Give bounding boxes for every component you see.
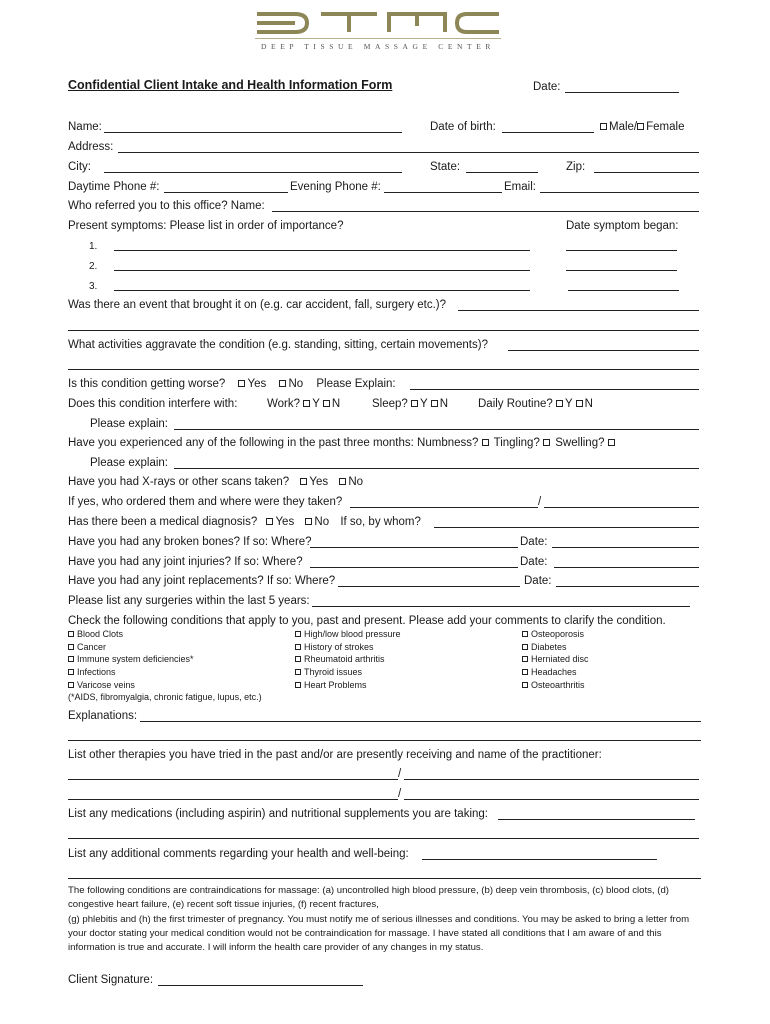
varicose-checkbox[interactable]: [68, 682, 74, 688]
past3-label: Have you experienced any of the following in the past three months: Numbness?: [68, 437, 479, 449]
date-symptom-label: Date symptom began:: [566, 220, 679, 232]
blood-pressure-checkbox[interactable]: [295, 631, 301, 637]
symptom-3-field[interactable]: [114, 290, 530, 291]
aggravate-field[interactable]: [508, 350, 699, 351]
swelling-label: Swelling?: [555, 437, 605, 449]
condition-item: Rheumatoid arthritis: [295, 654, 401, 665]
conditions-column-2: [295, 629, 401, 691]
dob-field[interactable]: [502, 132, 594, 133]
please-explain-label: Please explain:: [90, 418, 168, 430]
condition-item: Blood Clots: [68, 629, 262, 640]
referred-label: Who referred you to this office? Name:: [68, 200, 265, 212]
symptoms-label: Present symptoms: Please list in order of importance?: [68, 220, 344, 232]
heart-checkbox[interactable]: [295, 682, 301, 688]
joint-replacement-label: Have you had any joint replacements? If so: Where?: [68, 575, 336, 587]
slash: /: [398, 788, 402, 800]
slash: /: [398, 768, 402, 780]
diabetes-checkbox[interactable]: [522, 644, 528, 650]
signature-field[interactable]: [158, 985, 363, 986]
no-label: No: [314, 516, 330, 528]
zip-field[interactable]: [594, 172, 699, 173]
dob-label: Date of birth:: [430, 121, 496, 133]
symptom-1-field[interactable]: [114, 250, 530, 251]
conditions-intro: Check the following conditions that apply to you, past and present. Please add your comments to clarify the condition.: [68, 615, 666, 627]
past3-row: [68, 436, 617, 450]
condition-item: Varicose veins: [68, 680, 262, 691]
symptom-1-date-field[interactable]: [566, 250, 677, 251]
symptom-number: 2.: [89, 261, 98, 272]
condition-item: Immune system deficiencies*: [68, 654, 262, 665]
medications-field[interactable]: [498, 819, 695, 820]
zip-label: Zip:: [566, 161, 586, 173]
blood-clots-checkbox[interactable]: [68, 631, 74, 637]
yes-label: Yes: [275, 516, 295, 528]
worse-explain-field[interactable]: [410, 389, 699, 390]
female-label: Female: [646, 121, 685, 133]
aggravate-label: What activities aggravate the condition (e.g. standing, sitting, certain movements)?: [68, 339, 488, 351]
date-label: Date:: [533, 81, 561, 93]
who-ordered-label: If yes, who ordered them and where were they taken?: [68, 496, 343, 508]
daily-n-checkbox[interactable]: [576, 400, 583, 407]
surgeries-label: Please list any surgeries within the last 5 years:: [68, 595, 310, 607]
swelling-checkbox[interactable]: [608, 439, 615, 446]
worse-yes-checkbox[interactable]: [238, 380, 245, 387]
broken-date-field[interactable]: [552, 547, 699, 548]
thyroid-checkbox[interactable]: [295, 669, 301, 675]
work-n-checkbox[interactable]: [323, 400, 330, 407]
practitioner-1-field[interactable]: [404, 779, 699, 780]
sleep-option: [372, 397, 448, 411]
medications-label: List any medications (including aspirin) and nutritional supplements you are taking:: [68, 808, 488, 820]
conditions-column-1: [68, 629, 262, 703]
infections-checkbox[interactable]: [68, 669, 74, 675]
email-field[interactable]: [540, 192, 699, 193]
explanations-field[interactable]: [140, 721, 701, 722]
y-label: Y: [312, 398, 320, 410]
condition-item: Osteoporosis: [522, 629, 589, 640]
date-label: Date:: [520, 556, 548, 568]
contraindications-text: The following conditions are contraindications for massage: (a) uncontrolled high blood pressure, (b) deep vein thrombosis, (c) blood clots, (d) congestive heart failure, (e) recent soft tissue injuries, (f) recent fractures,: [68, 885, 669, 911]
notice-text: (g) phlebitis and (h) the first trimester of pregnancy. You must notify me of serious illnesses and conditions. You may be asked to bring a letter from your doctor stating your medical condition would not be contraindication for massage. I have stated all conditions that I am aware of and this information is true and accurate. I will inform the health care provider of any changes in my status.: [68, 914, 690, 954]
tingling-checkbox[interactable]: [543, 439, 550, 446]
therapy-2-field[interactable]: [68, 799, 398, 800]
please-explain-label: Please Explain:: [316, 378, 396, 390]
so-by-whom-label: If so, by whom?: [340, 516, 421, 528]
conditions-column-3: [522, 629, 589, 691]
explanations-field-line2[interactable]: [68, 740, 701, 741]
broken-label: Have you had any broken bones? If so: Where?: [68, 536, 312, 548]
worse-no-checkbox[interactable]: [279, 380, 286, 387]
please-explain-label: Please explain:: [90, 457, 168, 469]
dtmc-logo: [255, 12, 501, 34]
address-field[interactable]: [118, 152, 699, 153]
logo-rule: [255, 38, 501, 39]
joint-injury-label: Have you had any joint injuries? If so: Where?: [68, 556, 303, 568]
female-checkbox[interactable]: [637, 123, 644, 130]
strokes-checkbox[interactable]: [295, 644, 301, 650]
eve-phone-label: Evening Phone #:: [290, 181, 381, 193]
condition-item: Osteoarthritis: [522, 680, 589, 691]
broken-where-field[interactable]: [310, 547, 518, 548]
practitioner-2-field[interactable]: [404, 799, 699, 800]
joint-replacement-where-field[interactable]: [338, 586, 520, 587]
interfere-explain-field[interactable]: [174, 429, 699, 430]
n-label: N: [439, 398, 448, 410]
daily-label: Daily Routine?: [478, 398, 553, 410]
yes-label: Yes: [309, 476, 329, 488]
y-label: Y: [565, 398, 573, 410]
diagnosis-yes-checkbox[interactable]: [266, 518, 273, 525]
day-phone-field[interactable]: [164, 192, 288, 193]
osteoarthritis-checkbox[interactable]: [522, 682, 528, 688]
worse-label: Is this condition getting worse?: [68, 378, 226, 390]
gender-options: [600, 120, 684, 134]
symptom-number: 1.: [89, 241, 98, 252]
male-checkbox[interactable]: [600, 123, 607, 130]
condition-item: Headaches: [522, 667, 589, 678]
interfere-label: Does this condition interfere with:: [68, 398, 238, 410]
sleep-y-checkbox[interactable]: [411, 400, 418, 407]
xray-label: Have you had X-rays or other scans taken?: [68, 476, 290, 488]
symptom-number: 3.: [89, 281, 98, 292]
email-label: Email:: [504, 181, 536, 193]
condition-item: Thyroid issues: [295, 667, 401, 678]
daily-option: [478, 397, 593, 411]
condition-item: Herniated disc: [522, 654, 589, 665]
joint-injury-date-field[interactable]: [554, 567, 699, 568]
state-label: State:: [430, 161, 461, 173]
condition-item: History of strokes: [295, 642, 401, 653]
symptom-3-date-field[interactable]: [568, 290, 679, 291]
diagnosis-by-field[interactable]: [434, 527, 699, 528]
yes-label: Yes: [247, 378, 267, 390]
condition-item: Diabetes: [522, 642, 589, 653]
immune-checkbox[interactable]: [68, 656, 74, 662]
logo-tagline: DEEP TISSUE MASSAGE CENTER: [261, 42, 495, 51]
referred-field[interactable]: [272, 211, 699, 212]
comments-field-line2[interactable]: [68, 878, 701, 879]
herniated-disc-checkbox[interactable]: [522, 656, 528, 662]
therapies-label: List other therapies you have tried in the past and/or are presently receiving and name of the practitioner:: [68, 749, 602, 761]
name-field[interactable]: [104, 132, 402, 133]
osteoporosis-checkbox[interactable]: [522, 631, 528, 637]
xray-yes-checkbox[interactable]: [300, 478, 307, 485]
condition-item: Heart Problems: [295, 680, 401, 691]
medications-field-line2[interactable]: [68, 838, 699, 839]
surgeries-field[interactable]: [312, 606, 690, 607]
y-label: Y: [420, 398, 428, 410]
headaches-checkbox[interactable]: [522, 669, 528, 675]
signature-label: Client Signature:: [68, 974, 154, 986]
tingling-label: Tingling?: [493, 437, 540, 449]
sleep-n-checkbox[interactable]: [431, 400, 438, 407]
diagnosis-no-checkbox[interactable]: [305, 518, 312, 525]
form-title: Confidential Client Intake and Health Information Form: [68, 78, 393, 92]
eve-phone-field[interactable]: [384, 192, 502, 193]
slash: /: [538, 496, 542, 508]
past3-explain-field[interactable]: [174, 468, 699, 469]
comments-label: List any additional comments regarding your health and well-being:: [68, 848, 409, 860]
event-field-line2[interactable]: [68, 330, 699, 331]
sleep-label: Sleep?: [372, 398, 408, 410]
event-field[interactable]: [458, 310, 699, 311]
rheumatoid-checkbox[interactable]: [295, 656, 301, 662]
no-label: No: [288, 378, 304, 390]
aids-note: (*AIDS, fibromyalgia, chronic fatigue, lupus, etc.): [68, 692, 262, 703]
address-label: Address:: [68, 141, 114, 153]
symptom-2-date-field[interactable]: [566, 270, 677, 271]
diagnosis-label: Has there been a medical diagnosis?: [68, 516, 258, 528]
explanations-label: Explanations:: [68, 710, 138, 722]
state-field[interactable]: [466, 172, 538, 173]
condition-item: Infections: [68, 667, 262, 678]
xray-row: [68, 475, 363, 489]
n-label: N: [584, 398, 593, 410]
xray-no-checkbox[interactable]: [339, 478, 346, 485]
therapy-1-field[interactable]: [68, 779, 398, 780]
city-label: City:: [68, 161, 91, 173]
joint-injury-where-field[interactable]: [310, 567, 518, 568]
symptom-2-field[interactable]: [114, 270, 530, 271]
name-label: Name:: [68, 121, 102, 133]
condition-item: Cancer: [68, 642, 262, 653]
aggravate-field-line2[interactable]: [68, 369, 699, 370]
date-label: Date:: [520, 536, 548, 548]
work-y-checkbox[interactable]: [303, 400, 310, 407]
day-phone-label: Daytime Phone #:: [68, 181, 160, 193]
n-label: N: [331, 398, 341, 410]
city-field[interactable]: [104, 172, 402, 173]
worse-row: [68, 377, 396, 391]
event-label: Was there an event that brought it on (e.g. car accident, fall, surgery etc.)?: [68, 299, 446, 311]
work-option: [267, 397, 340, 411]
male-label: Male/: [609, 121, 638, 133]
joint-replacement-date-field[interactable]: [556, 586, 699, 587]
cancer-checkbox[interactable]: [68, 644, 74, 650]
diagnosis-row: [68, 515, 421, 529]
where-taken-field[interactable]: [544, 507, 699, 508]
condition-item: High/low blood pressure: [295, 629, 401, 640]
no-label: No: [348, 476, 364, 488]
date-field[interactable]: [565, 92, 679, 93]
numbness-checkbox[interactable]: [482, 439, 489, 446]
date-label: Date:: [524, 575, 552, 587]
comments-field[interactable]: [422, 859, 657, 860]
daily-y-checkbox[interactable]: [556, 400, 563, 407]
work-label: Work?: [267, 398, 301, 410]
who-ordered-field[interactable]: [350, 507, 538, 508]
